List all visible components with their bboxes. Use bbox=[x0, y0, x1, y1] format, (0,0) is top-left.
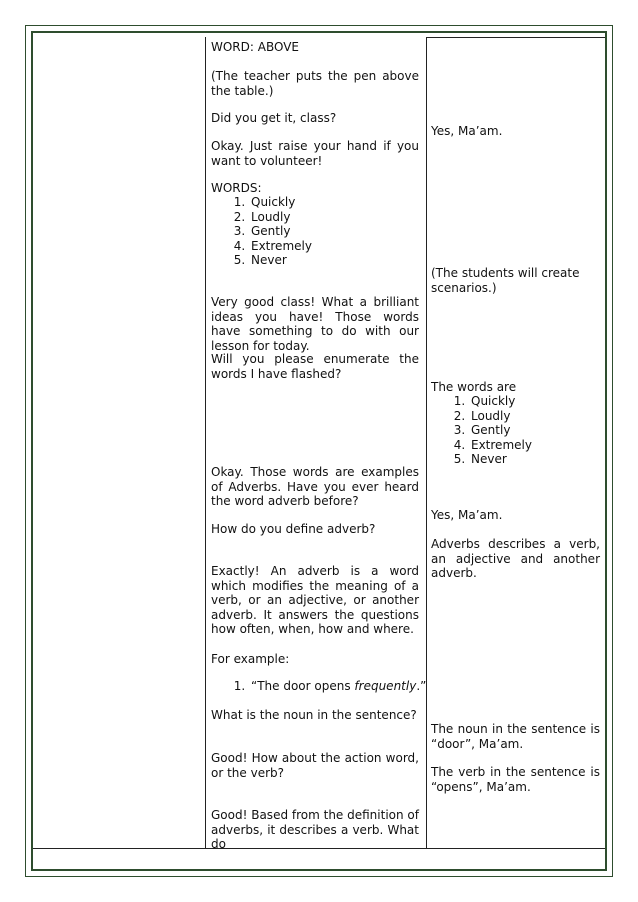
teacher-volunteer: Okay. Just raise your hand if you want to volunteer! bbox=[211, 139, 419, 168]
list-item: 3. Gently bbox=[469, 423, 638, 438]
teacher-based: Good! Based from the definition of adverbs, it describes a verb. What do bbox=[211, 808, 419, 851]
example-list bbox=[211, 679, 457, 694]
list-item: 5. Never bbox=[249, 253, 457, 268]
teacher-very-good: Very good class! What a brilliant ideas you have! Those words have something to do with our lesson for today. bbox=[211, 295, 419, 353]
teacher-define: How do you define adverb? bbox=[211, 522, 376, 536]
student-definition: Adverbs describes a verb, an adjective and another adverb. bbox=[431, 537, 600, 580]
example-sentence bbox=[249, 679, 457, 694]
teacher-noun-question: What is the noun in the sentence? bbox=[211, 708, 417, 722]
student-yes-1: Yes, Ma’am. bbox=[431, 124, 503, 138]
student-scenarios: (The students will create scenarios.) bbox=[431, 266, 580, 295]
teacher-exactly: Exactly! An adverb is a word which modifies the meaning of a verb, or an adjective, or another adverb. It answers the questions how often, when, how and where. bbox=[211, 564, 419, 636]
teacher-enumerate: Will you please enumerate the words I have flashed? bbox=[211, 352, 419, 381]
teacher-word-list bbox=[211, 195, 457, 268]
teacher-demo: (The teacher puts the pen above the table.) bbox=[211, 69, 419, 98]
list-item: 4. Extremely bbox=[469, 438, 638, 453]
table-top-rule bbox=[427, 37, 605, 38]
example-italic: frequently bbox=[354, 679, 417, 693]
words-label: WORDS: bbox=[211, 181, 262, 195]
list-item: 4. Extremely bbox=[249, 239, 457, 254]
list-item: 3. Gently bbox=[249, 224, 457, 239]
column-divider-right bbox=[426, 37, 427, 848]
student-yes-2: Yes, Ma’am. bbox=[431, 508, 503, 522]
teacher-adverbs-intro: Okay. Those words are examples of Adverbs. Have you ever heard the word adverb before? bbox=[211, 465, 419, 508]
list-item: 2. Loudly bbox=[469, 409, 638, 424]
lesson-table bbox=[33, 33, 605, 851]
list-item: 2. Loudly bbox=[249, 210, 457, 225]
list-item: 1. Quickly bbox=[469, 394, 638, 409]
teacher-verb-question: Good! How about the action word, or the verb? bbox=[211, 751, 419, 780]
student-word-list bbox=[431, 394, 638, 467]
column-divider-left bbox=[205, 37, 206, 848]
teacher-get-it: Did you get it, class? bbox=[211, 111, 337, 125]
word-label: WORD: ABOVE bbox=[211, 40, 300, 54]
list-item: 1. Quickly bbox=[249, 195, 457, 210]
list-item: 5. Never bbox=[469, 452, 638, 467]
teacher-for-example: For example: bbox=[211, 652, 290, 666]
student-words-are: The words are bbox=[431, 380, 517, 394]
student-verb-answer: The verb in the sentence is “opens”, Ma’am. bbox=[431, 765, 600, 794]
example-before: “The door opens bbox=[251, 679, 355, 693]
student-noun-answer: The noun in the sentence is “door”, Ma’am. bbox=[431, 722, 600, 751]
example-after: .” bbox=[416, 679, 427, 693]
